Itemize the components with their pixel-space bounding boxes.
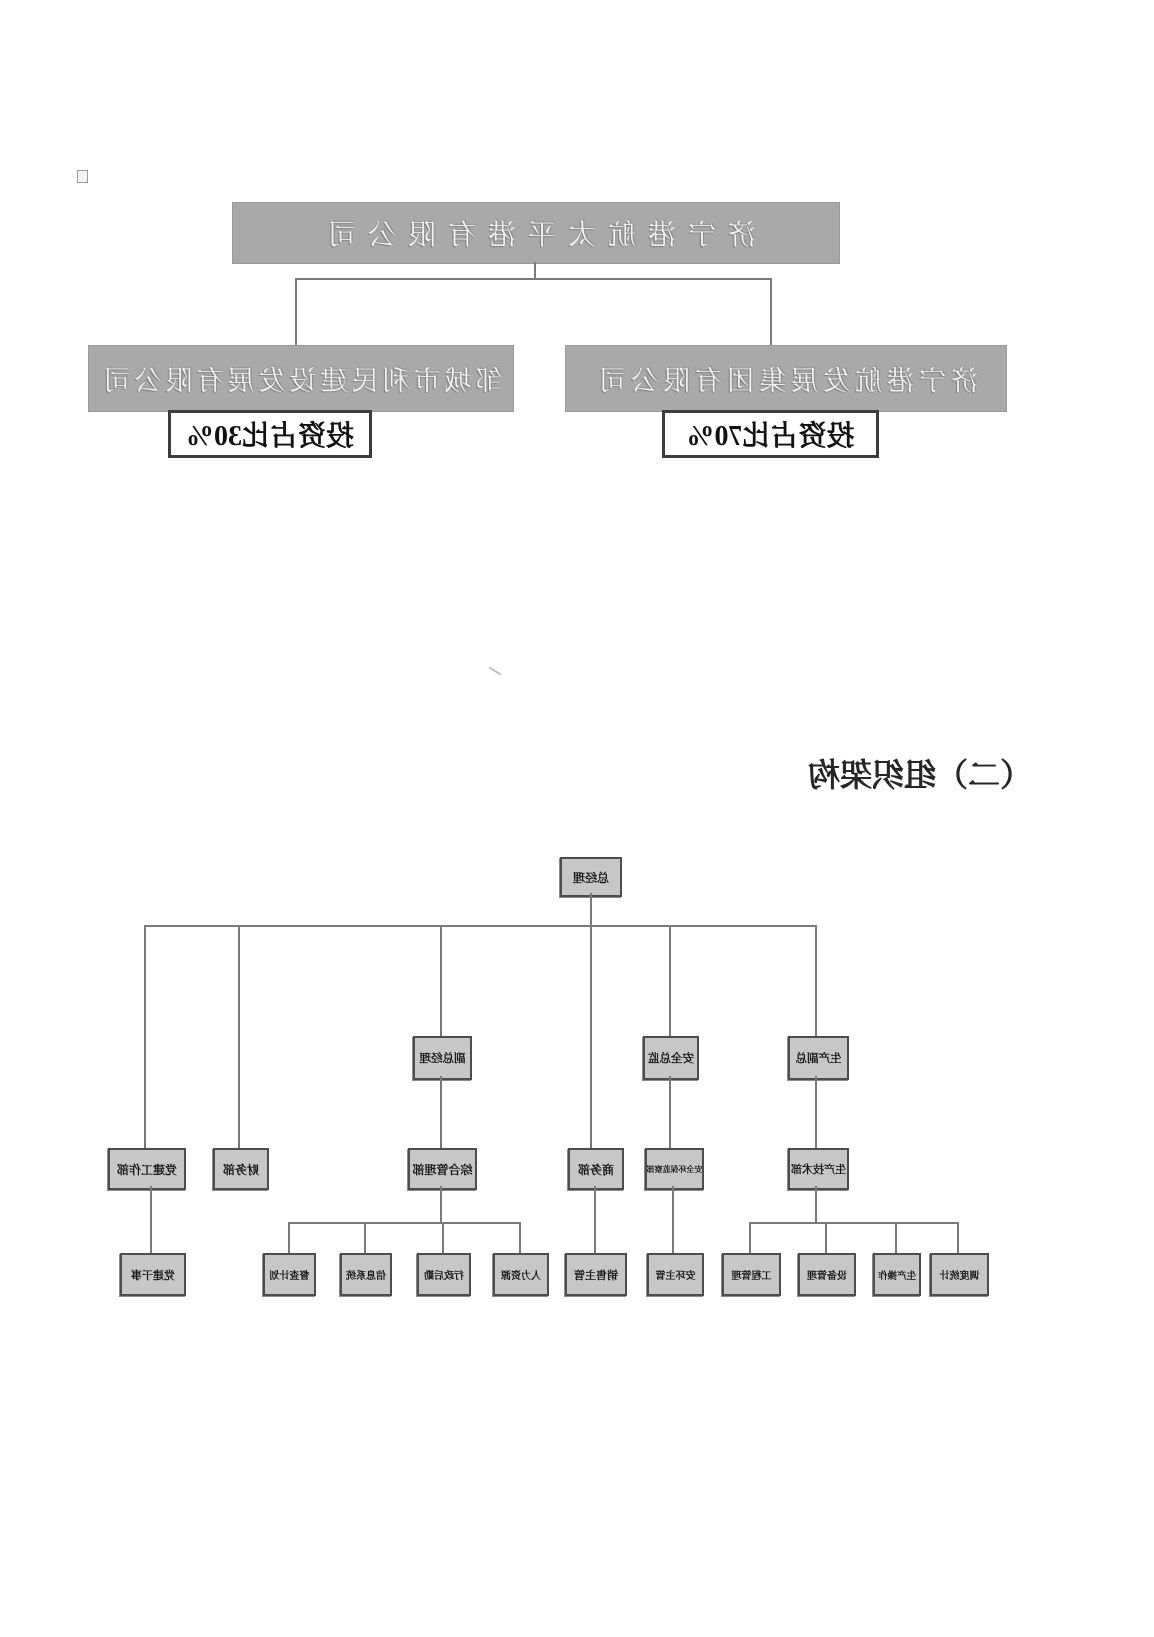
org-box-production-deputy: 生产副总 (788, 1036, 849, 1080)
org-box-production-tech-dept: 生产技术部 (788, 1148, 849, 1190)
stake-label-70: 投资占比70% (662, 410, 879, 458)
org-box-business-dept: 商务部 (568, 1148, 624, 1190)
connector-line (295, 278, 297, 345)
connector-line (770, 278, 772, 345)
org-box-engineering-management: 工程管理 (722, 1253, 781, 1296)
org-box-deputy-general-manager: 副总经理 (413, 1036, 472, 1080)
connector-line (594, 1186, 596, 1253)
org-box-party-work-dept: 党建工作部 (108, 1148, 186, 1190)
org-box-information-system: 信息系统 (340, 1253, 392, 1296)
connector-line (442, 1222, 444, 1253)
connector-line (295, 278, 771, 280)
connector-line (238, 925, 240, 1148)
org-box-production-operation: 生产操作 (873, 1253, 921, 1296)
connector-line (288, 1222, 520, 1224)
org-box-finance-dept: 财务部 (213, 1148, 269, 1190)
connector-line (815, 925, 817, 1036)
scan-artifact-square (77, 170, 88, 183)
subsidiary-box-30: 邹城市利民建设发展有限公司 (88, 345, 514, 412)
org-box-safety-env-supervisor: 安环主管 (647, 1253, 704, 1296)
connector-line (672, 1186, 674, 1253)
connector-line (440, 1186, 442, 1222)
org-box-sales-supervisor: 销售主管 (565, 1253, 627, 1296)
connector-line (815, 1076, 817, 1148)
connector-line (519, 1222, 521, 1253)
stake-label-30: 投资占比30% (168, 410, 372, 458)
connector-line (749, 1222, 751, 1253)
org-box-equipment-management: 设备管理 (798, 1253, 856, 1296)
connector-line (144, 925, 816, 927)
connector-line (534, 262, 536, 278)
connector-line (957, 1222, 959, 1253)
org-box-safety-env-supervision-dept: 安全环保监察部 (645, 1148, 704, 1190)
connector-line (150, 1186, 152, 1253)
connector-line (669, 1076, 671, 1148)
scan-artifact-scratch (489, 666, 502, 675)
connector-line (144, 925, 146, 1148)
connector-line (669, 925, 671, 1036)
connector-line (440, 1076, 442, 1148)
connector-line (825, 1222, 827, 1253)
org-box-party-officer: 党建干事 (120, 1253, 186, 1296)
org-box-dispatch-statistics: 调度统计 (930, 1253, 989, 1296)
connector-line (590, 893, 592, 1148)
org-box-human-resources: 人力资源 (493, 1253, 549, 1296)
org-box-admin-logistics: 行政后勤 (417, 1253, 471, 1296)
subsidiary-box-70: 济宁港航发展集团有限公司 (565, 345, 1007, 412)
org-box-supervision-planning: 督查计划 (263, 1253, 316, 1296)
connector-line (364, 1222, 366, 1253)
section-heading: （二）组织架构 (808, 757, 1033, 793)
org-box-general-management-dept: 综合管理部 (408, 1148, 477, 1190)
connector-line (749, 1222, 958, 1224)
org-box-safety-director: 安全总监 (643, 1036, 699, 1080)
org-box-general-manager: 总经理 (560, 857, 622, 897)
connector-line (288, 1222, 290, 1253)
equity-root-company-box: 济宁港航太平港有限公司 (232, 202, 840, 264)
connector-line (440, 925, 442, 1036)
connector-line (895, 1222, 897, 1253)
connector-line (815, 1186, 817, 1222)
